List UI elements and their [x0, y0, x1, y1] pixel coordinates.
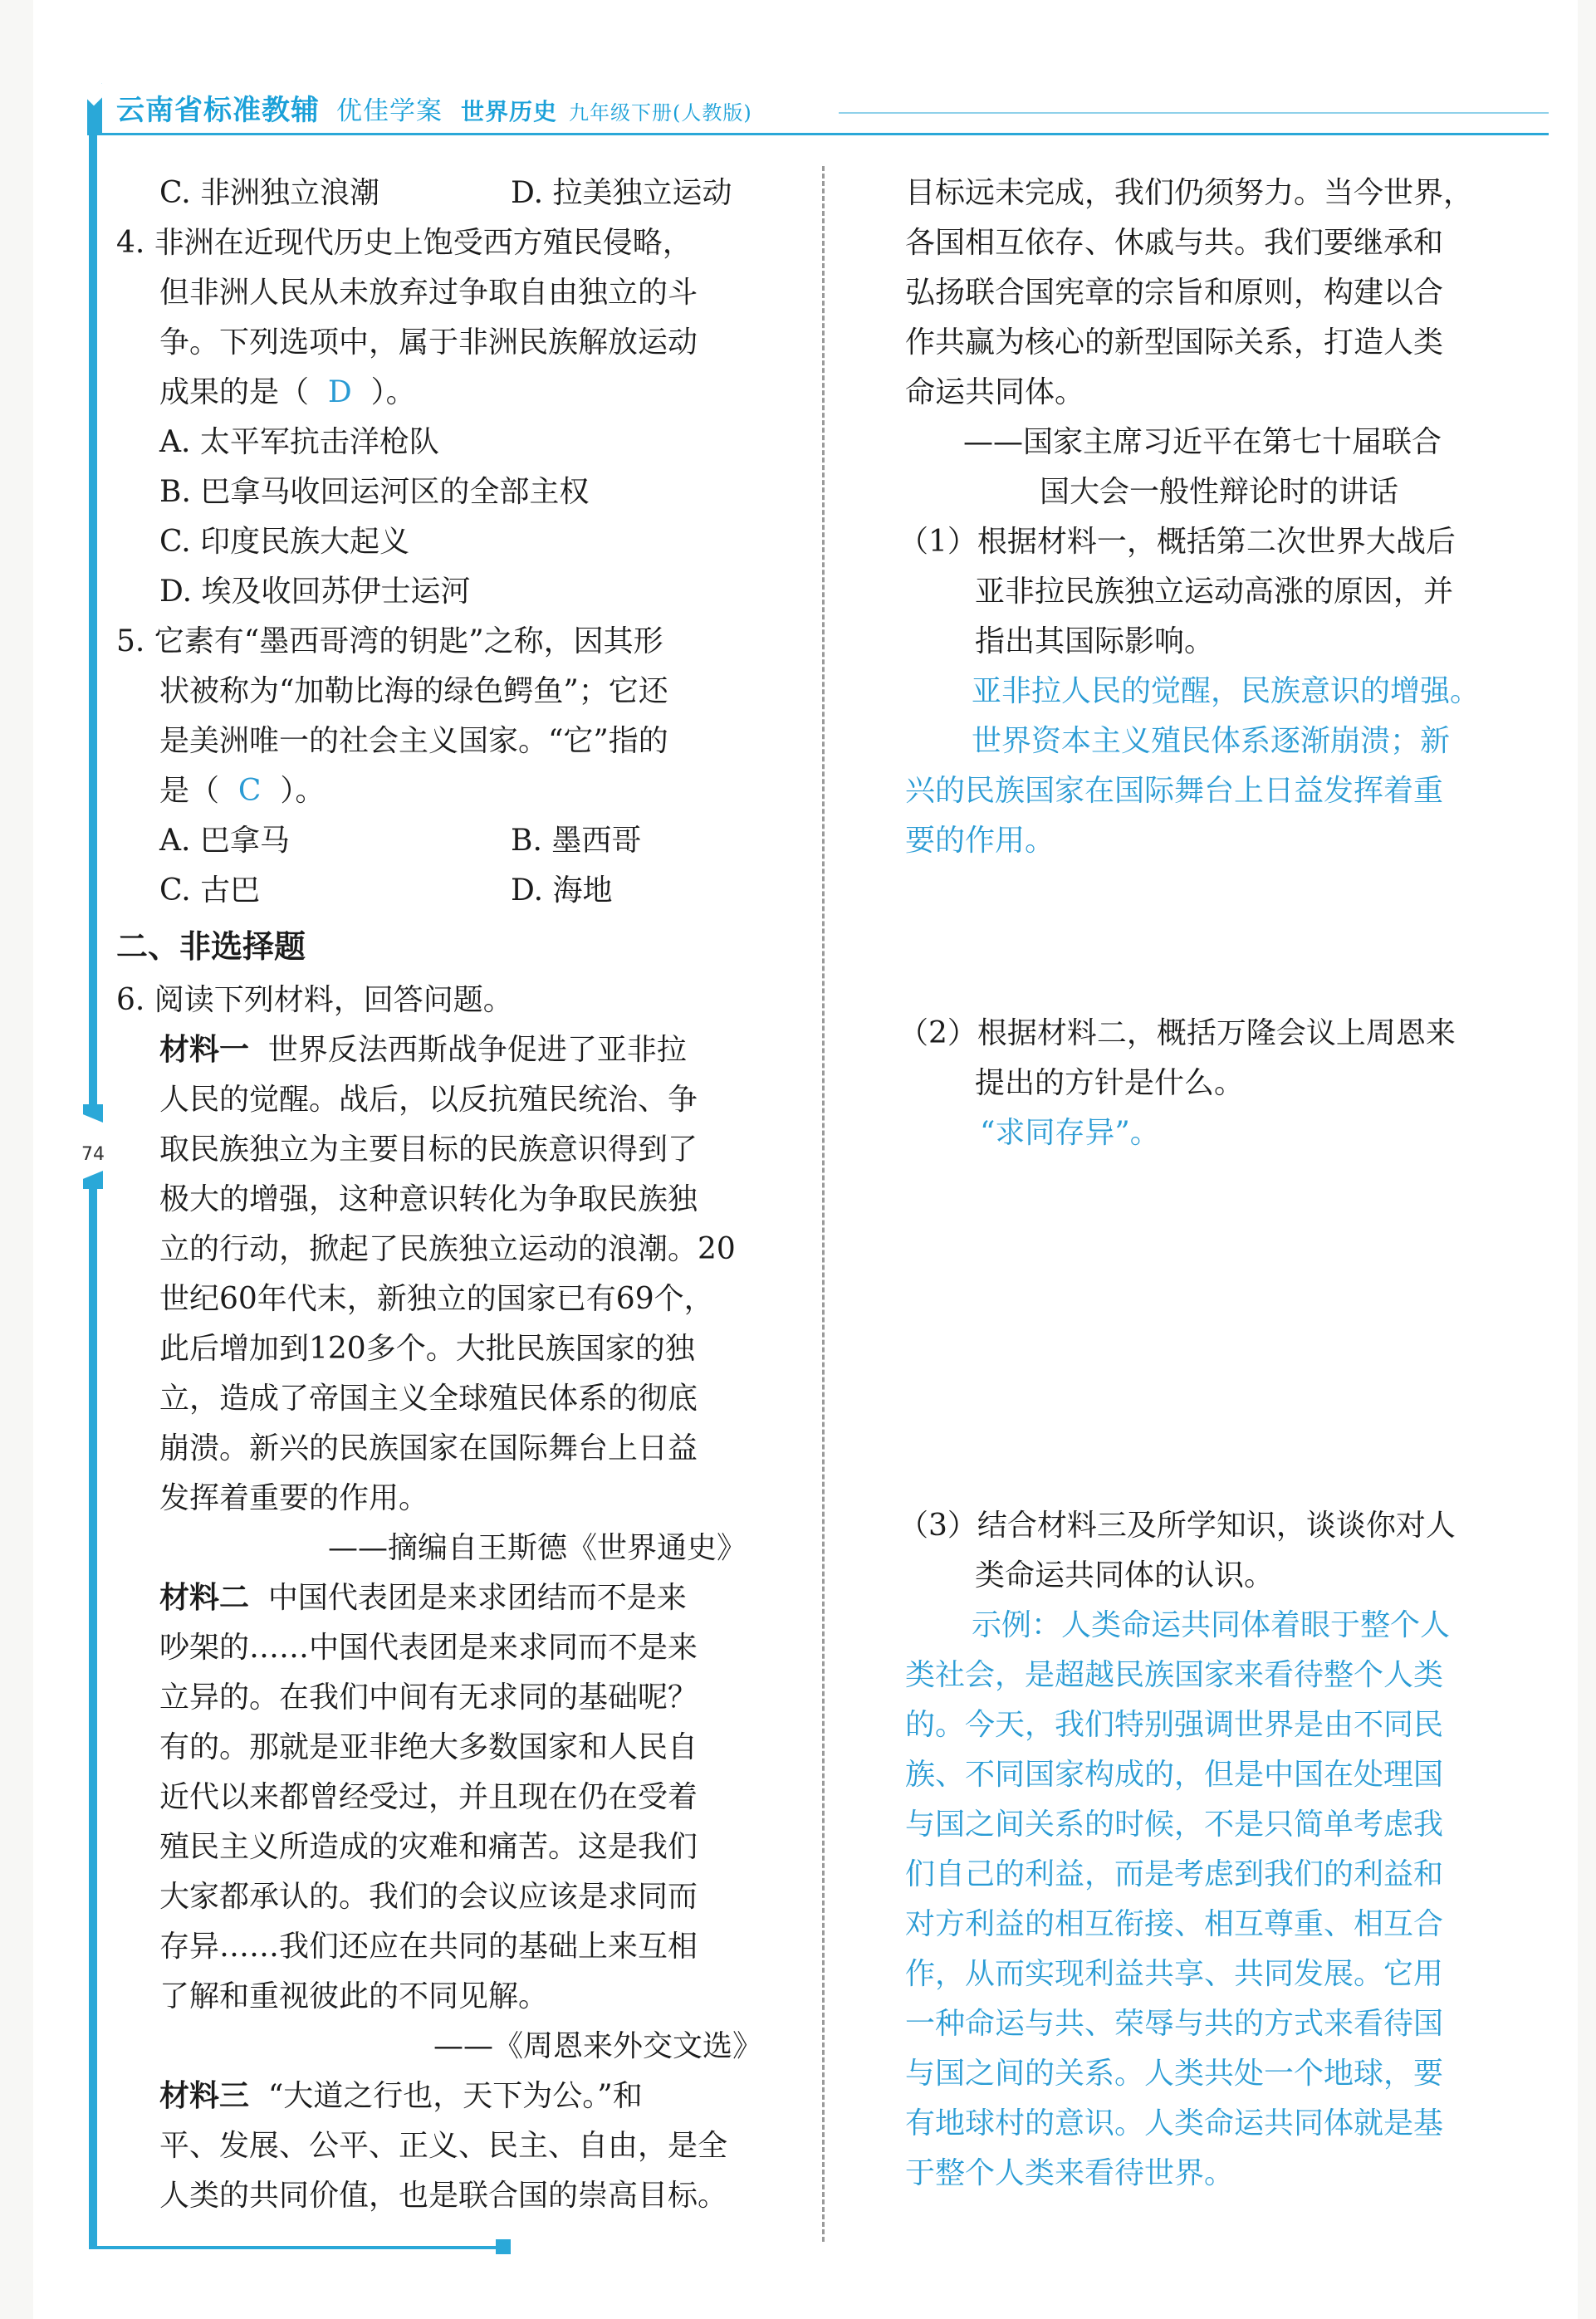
- column-divider: [822, 166, 825, 2242]
- answer-1-line: 世界资本主义殖民体系逐渐崩溃；新: [972, 724, 1451, 758]
- m3-source: ——国家主席习近平在第七十届联合: [963, 425, 1442, 459]
- answer-2: “求同存异”。: [980, 1116, 1160, 1150]
- footer-rule: [89, 2246, 504, 2249]
- sq3-line: 类命运共同体的认识。: [975, 1558, 1275, 1592]
- q5-option-c: C. 古巴: [159, 873, 261, 908]
- answer-3-line: 的。今天，我们特别强调世界是由不同民: [905, 1708, 1444, 1742]
- answer-3-line: 有地球村的意识。人类命运共同体就是基: [905, 2106, 1444, 2140]
- sq2-line: 提出的方针是什么。: [975, 1066, 1245, 1100]
- q4-line: 4. 非洲在近现代历史上饱受西方殖民侵略，: [116, 226, 693, 260]
- m1-first-line: [159, 1034, 687, 1067]
- q5-line: 是（: [159, 774, 220, 808]
- answer-3-line: 于整个人类来看待世界。: [905, 2156, 1235, 2190]
- answer-3-line: 作，从而实现利益共享、共同发展。它用: [905, 1957, 1444, 1991]
- q4-option: D. 埃及收回苏伊士运河: [159, 575, 471, 609]
- m2-label: 材料二: [159, 1581, 250, 1615]
- m2-line: 殖民主义所造成的灾难和痛苦。这是我们: [159, 1830, 698, 1864]
- header-subject: 世界历史: [461, 98, 558, 125]
- answer-3-line: 与国之间关系的时候，不是只简单考虑我: [905, 1808, 1444, 1842]
- m1-line: 极大的增强，这种意识转化为争取民族独: [159, 1182, 698, 1216]
- margin-bar-bottom: [89, 1187, 97, 2246]
- m1-line: 立的行动，掀起了民族独立运动的浪潮。20: [159, 1232, 736, 1266]
- m1-label: 材料一: [159, 1033, 250, 1067]
- q4-option: B. 巴拿马收回运河区的全部主权: [159, 475, 590, 509]
- sq3-line: （3）结合材料三及所学知识，谈谈你对人: [898, 1509, 1456, 1543]
- m3-line: 目标远未完成，我们仍须努力。当今世界，: [905, 176, 1474, 210]
- q4-stem-end: [159, 376, 416, 409]
- answer-1-line: 兴的民族国家在国际舞台上日益发挥着重: [905, 774, 1444, 808]
- m1-line: 立，造成了帝国主义全球殖民体系的彻底: [159, 1382, 698, 1416]
- q5-answer: C: [237, 774, 262, 808]
- q3-option-d: D. 拉美独立运动: [511, 176, 732, 210]
- page-number: 74: [81, 1144, 105, 1165]
- m1-line: 世纪60年代末，新独立的国家已有69个，: [159, 1282, 714, 1316]
- q4-close: ）。: [370, 375, 416, 409]
- q4-answer: D: [327, 375, 352, 409]
- header-grade: 九年级下册(人教版): [569, 101, 752, 125]
- m1-line: 世界反法西斯战争促进了亚非拉: [267, 1033, 687, 1067]
- answer-3-line: 们自己的利益，而是考虑到我们的利益和: [905, 1857, 1444, 1891]
- sq1-line: （1）根据材料一，概括第二次世界大战后: [898, 525, 1456, 559]
- m2-line: 吵架的……中国代表团是来求同而不是来: [159, 1631, 698, 1665]
- m1-source: ——摘编自王斯德《世界通史》: [328, 1531, 747, 1565]
- answer-3-line: 与国之间的关系。人类共处一个地球，要: [905, 2057, 1444, 2091]
- answer-3-line: 一种命运与共、荣辱与共的方式来看待国: [905, 2007, 1444, 2041]
- m1-line: 崩溃。新兴的民族国家在国际舞台上日益: [159, 1431, 698, 1465]
- m3-line: “大道之行也，天下为公。”和: [267, 2079, 643, 2113]
- q5-option-b: B. 墨西哥: [511, 824, 642, 858]
- page-header: [116, 87, 752, 128]
- m3-line: 平、发展、公平、正义、民主、自由，是全: [159, 2129, 728, 2163]
- sq1-line: 指出其国际影响。: [975, 624, 1215, 658]
- m3-label: 材料三: [159, 2079, 250, 2113]
- m1-line: 发挥着重要的作用。: [159, 1481, 429, 1515]
- footer-marker: [496, 2239, 511, 2254]
- q5-stem-end: [159, 775, 325, 808]
- m2-line: 立异的。在我们中间有无求同的基础呢？: [159, 1681, 698, 1715]
- answer-1-line: 亚非拉人民的觉醒，民族意识的增强。: [972, 674, 1481, 708]
- m2-line: 有的。那就是亚非绝大多数国家和人民自: [159, 1730, 698, 1764]
- q4-line: 但非洲人民从未放弃过争取自由独立的斗: [159, 276, 698, 310]
- m3-line: 作共赢为核心的新型国际关系，打造人类: [905, 325, 1444, 360]
- m1-line: 此后增加到120多个。大批民族国家的独: [159, 1332, 695, 1366]
- m3-first-line: [159, 2080, 643, 2113]
- m2-line: 大家都承认的。我们的会议应该是求同而: [159, 1880, 698, 1914]
- header-brand: 云南省标准教辅: [116, 94, 320, 127]
- answer-3-line: 对方利益的相互衔接、相互尊重、相互合: [905, 1907, 1444, 1941]
- m3-line: 各国相互依存、休戚与共。我们要继承和: [905, 226, 1444, 260]
- q6-intro: 6. 阅读下列材料，回答问题。: [116, 983, 513, 1017]
- m3-line: 弘扬联合国宪章的宗旨和原则，构建以合: [905, 276, 1444, 310]
- m1-line: 取民族独立为主要目标的民族意识得到了: [159, 1133, 698, 1167]
- q4-line: 成果的是（: [159, 375, 310, 409]
- answer-3-line: 示例：人类命运共同体着眼于整个人: [972, 1608, 1451, 1642]
- q4-line: 争。下列选项中，属于非洲民族解放运动: [159, 325, 698, 360]
- q5-option-d: D. 海地: [511, 873, 613, 908]
- q5-line: 5. 它素有“墨西哥湾的钥匙”之称，因其形: [116, 624, 663, 658]
- m3-source: 国大会一般性辩论时的讲话: [1040, 475, 1399, 509]
- q5-option-a: A. 巴拿马: [159, 824, 290, 858]
- section-heading: 二、非选择题: [116, 928, 306, 965]
- m3-line: 人类的共同价值，也是联合国的崇高目标。: [159, 2179, 728, 2213]
- q4-option: C. 印度民族大起义: [159, 525, 410, 559]
- answer-3-line: 族、不同国家构成的，但是中国在处理国: [905, 1758, 1444, 1792]
- q5-line: 状被称为“加勒比海的绿色鳄鱼”；它还: [159, 674, 668, 708]
- m2-source: ——《周恩来外交文选》: [433, 2029, 763, 2063]
- header-series: 优佳学案: [336, 96, 443, 126]
- m2-line: 了解和重视彼此的不同见解。: [159, 1979, 549, 2013]
- m2-line: 近代以来都曾经受过，并且现在仍在受着: [159, 1780, 698, 1814]
- q4-option: A. 太平军抗击洋枪队: [159, 425, 439, 459]
- m3-line: 命运共同体。: [905, 375, 1085, 409]
- header-rule-thin: [839, 112, 1549, 114]
- answer-3-line: 类社会，是超越民族国家来看待整个人类: [905, 1658, 1444, 1692]
- header-rule: [87, 133, 1549, 135]
- sq2-line: （2）根据材料二，概括万隆会议上周恩来: [898, 1016, 1456, 1050]
- q3-option-c: C. 非洲独立浪潮: [159, 176, 380, 210]
- m2-line: 中国代表团是来求团结而不是来: [267, 1581, 687, 1615]
- margin-bar-top: [89, 135, 97, 1106]
- m2-first-line: [159, 1582, 687, 1615]
- m1-line: 人民的觉醒。战后，以反抗殖民统治、争: [159, 1083, 698, 1117]
- answer-1-line: 要的作用。: [905, 824, 1055, 858]
- sq1-line: 亚非拉民族独立运动高涨的原因，并: [975, 575, 1454, 609]
- q5-line: 是美洲唯一的社会主义国家。“它”指的: [159, 724, 668, 758]
- q5-close: ）。: [280, 774, 326, 808]
- m2-line: 存异……我们还应在共同的基础上来互相: [159, 1930, 698, 1964]
